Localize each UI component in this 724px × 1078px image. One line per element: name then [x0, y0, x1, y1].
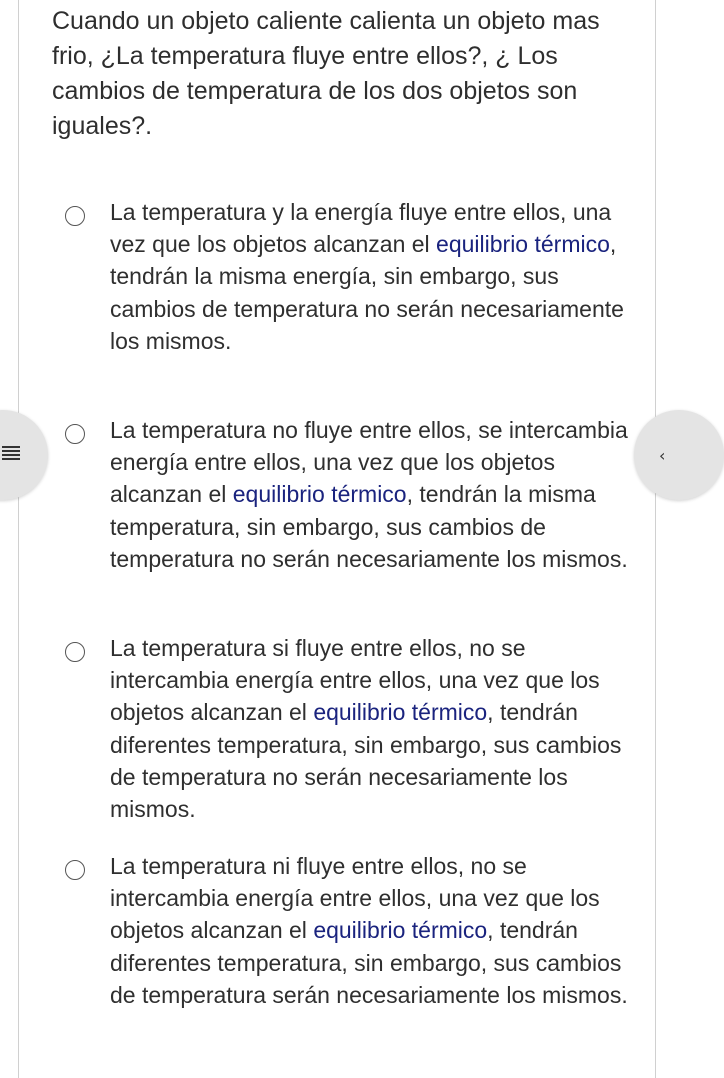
option-text-before: La temperatura ni fluye entre ellos, no se intercambia energía entre ellos, una vez que los objetos alcanzan el — [110, 853, 600, 944]
glossary-term[interactable]: equilibrio térmico — [313, 699, 488, 726]
glossary-term[interactable]: equilibrio térmico — [436, 231, 610, 258]
radio-button[interactable] — [65, 642, 85, 662]
option-label[interactable] — [110, 850, 640, 1011]
option-text-before: La temperatura no fluye entre ellos, se intercambia energía entre ellos, una vez que los objetos alcanzan el — [110, 417, 628, 508]
glossary-term[interactable]: equilibrio térmico — [313, 917, 488, 944]
option-text-after: , tendrán diferentes temperatura, sin embargo, sus cambios de temperatura serán necesariamente los mismos. — [110, 917, 628, 1008]
option-text-after: , tendrán la misma temperatura, sin embargo, sus cambios de temperatura no serán necesariamente los mismos. — [110, 481, 628, 572]
chevron-left-icon: ‹ — [659, 446, 666, 465]
option-text-after: , tendrán diferentes temperatura, sin embargo, sus cambios de temperatura no serán necesariamente los mismos. — [110, 699, 622, 823]
radio-button[interactable] — [65, 206, 85, 226]
option-label[interactable] — [110, 196, 640, 357]
question-text: Cuando un objeto caliente calienta un objeto mas frio, ¿La temperatura fluye entre ellos?, ¿ Los cambios de temperatura de los dos objetos son iguales?. — [52, 7, 600, 140]
radio-button[interactable] — [65, 860, 85, 880]
option-text-before: La temperatura y la energía fluye entre ellos, una vez que los objetos alcanzan el — [110, 199, 612, 258]
option-label[interactable] — [110, 414, 640, 575]
glossary-term[interactable]: equilibrio térmico — [232, 481, 407, 508]
menu-icon — [2, 446, 20, 464]
option-label[interactable] — [110, 632, 640, 825]
option-text-before: La temperatura si fluye entre ellos, no se intercambia energía entre ellos, una vez que los objetos alcanzan el — [110, 635, 600, 726]
option-text-after: , tendrán la misma energía, sin embargo, sus cambios de temperatura no serán necesariamente los mismos. — [110, 231, 624, 354]
collapse-panel-button[interactable] — [634, 410, 724, 500]
radio-button[interactable] — [65, 424, 85, 444]
